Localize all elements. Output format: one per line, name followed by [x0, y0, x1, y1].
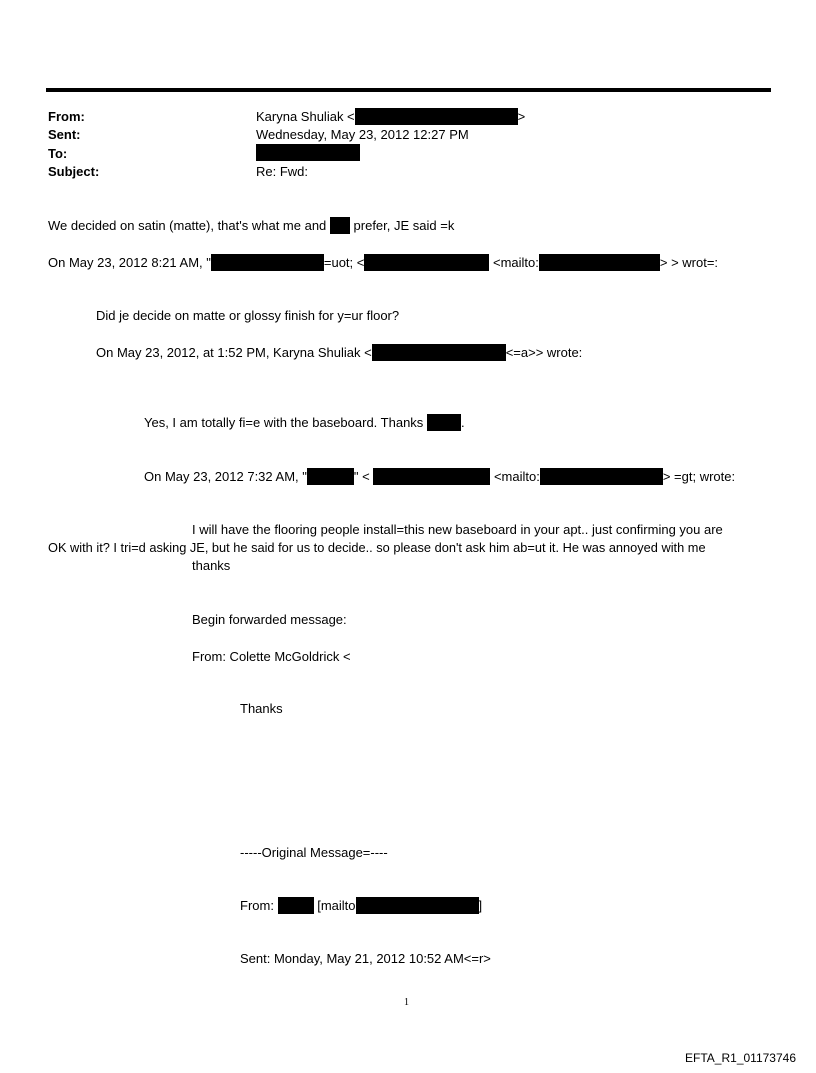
text: <mailto:	[493, 469, 540, 484]
quote-header-3	[144, 468, 735, 485]
redaction-box	[307, 468, 354, 485]
redaction-box	[278, 897, 314, 914]
redaction-box	[256, 144, 360, 161]
redaction-box	[427, 414, 461, 431]
redaction-box	[373, 468, 490, 485]
body-line-decision	[48, 217, 454, 234]
text: <=a>> wrote:	[505, 345, 583, 360]
text: .	[460, 415, 465, 430]
redaction-box	[372, 344, 506, 361]
body-line-question: Did je decide on matte or glossy finish for y=ur floor?	[96, 308, 400, 323]
from-close: >	[517, 109, 526, 124]
text: > > wrot=:	[659, 255, 719, 270]
header-rule	[46, 88, 771, 92]
redaction-box	[211, 254, 324, 271]
redaction-box	[355, 108, 518, 125]
text: ]	[478, 898, 483, 913]
text: <mailto:	[492, 255, 539, 270]
redaction-box	[540, 468, 663, 485]
text: > =gt; wrote:	[662, 469, 736, 484]
subject-value: Re: Fwd:	[256, 164, 309, 179]
subject-label: Subject:	[48, 164, 100, 179]
text: [mailto	[317, 898, 356, 913]
body-para-line-2: OK with it? I tri=d asking JE, but he said for us to decide.. so please don't ask him ab=ut it. He was annoyed with me	[48, 540, 706, 555]
redaction-box	[364, 254, 489, 271]
to-value	[256, 144, 360, 161]
redaction-box	[539, 254, 660, 271]
text: " <	[353, 469, 370, 484]
text: From:	[240, 898, 274, 913]
sent-label: Sent:	[48, 127, 81, 142]
text: =uot; <	[323, 255, 365, 270]
text: Yes, I am totally fi=e with the baseboard. Thanks	[144, 415, 424, 430]
original-message-divider: -----Original Message=----	[240, 845, 388, 860]
forward-thanks: Thanks	[240, 701, 283, 716]
redaction-box	[356, 897, 479, 914]
text: On May 23, 2012, at 1:52 PM, Karyna Shuliak <	[96, 345, 372, 360]
original-from	[240, 897, 482, 914]
body-line-baseboard	[144, 414, 465, 431]
text: prefer, JE said =k	[353, 218, 455, 233]
text: On May 23, 2012 8:21 AM, "	[48, 255, 211, 270]
from-name: Karyna Shuliak <	[256, 109, 355, 124]
quote-header-1	[48, 254, 718, 271]
forward-from: From: Colette McGoldrick <	[192, 649, 351, 664]
document-id: EFTA_R1_01173746	[685, 1051, 796, 1065]
original-sent: Sent: Monday, May 21, 2012 10:52 AM<=r>	[240, 951, 491, 966]
from-value	[256, 108, 525, 125]
sent-value: Wednesday, May 23, 2012 12:27 PM	[256, 127, 469, 142]
from-label: From:	[48, 109, 85, 124]
page-number: 1	[404, 997, 409, 1008]
body-para-line-3: thanks	[192, 558, 231, 573]
text: We decided on satin (matte), that's what me and	[48, 218, 327, 233]
quote-header-2	[96, 344, 582, 361]
to-label: To:	[48, 146, 68, 161]
redaction-box	[330, 217, 350, 234]
forward-begin: Begin forwarded message:	[192, 612, 347, 627]
text: On May 23, 2012 7:32 AM, "	[144, 469, 307, 484]
body-para-line-1: I will have the flooring people install=this new baseboard in your apt.. just confirming you are	[192, 522, 723, 537]
